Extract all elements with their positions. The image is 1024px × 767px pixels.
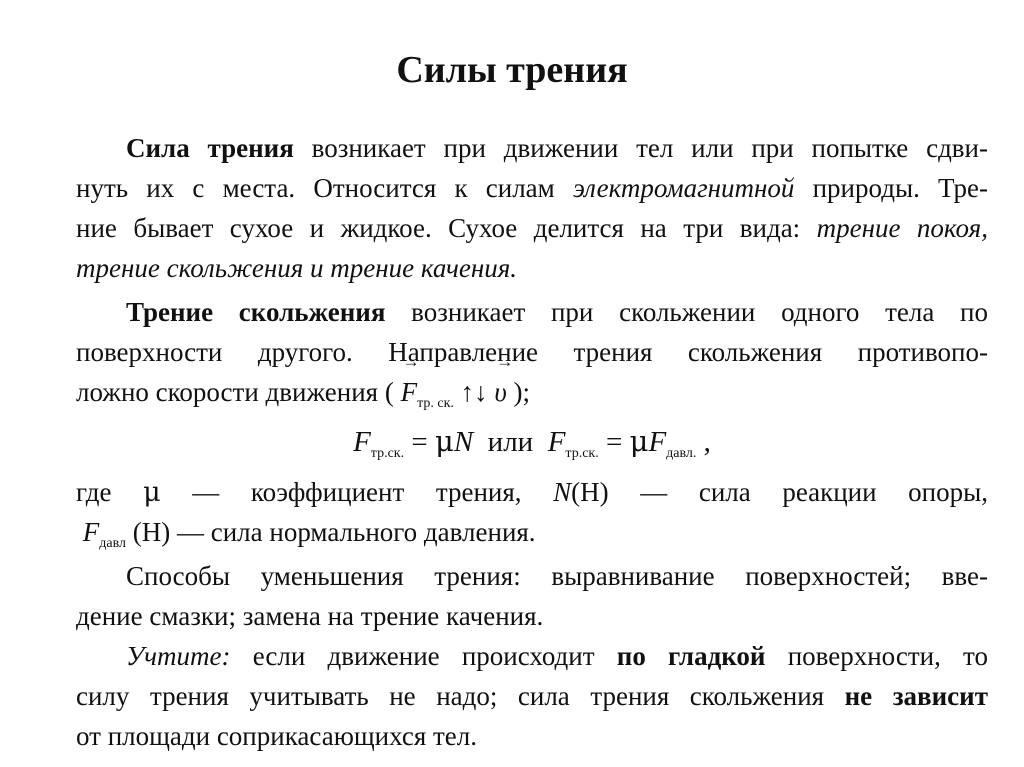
formula-subscript-sliding: тр.ск. bbox=[565, 446, 599, 461]
text-span: (Н) — сила нормального давления. bbox=[126, 517, 536, 547]
text-span: (Н) — сила реакции опоры, bbox=[571, 477, 989, 507]
paragraph-reduction-line-2 bbox=[76, 596, 988, 636]
paragraph-note-line-2 bbox=[76, 676, 988, 716]
formula-subscript-pressure: давл. bbox=[666, 446, 697, 461]
formula-mu: μ bbox=[629, 424, 649, 458]
text-span: от площади соприкасающихся тел. bbox=[76, 721, 477, 751]
symbol-v: υ bbox=[494, 377, 507, 407]
paragraph-note-line-3 bbox=[76, 716, 988, 756]
text-span: Способы уменьшения трения: выравнивание поверхностей; вве- bbox=[126, 561, 988, 591]
bold-not-depend: не зависит bbox=[844, 681, 988, 711]
text-span: нуть их с места. Относится к силам bbox=[76, 173, 573, 203]
text-span: ние бывает сухое и жидкое. Сухое делится на три вида: bbox=[76, 213, 817, 243]
paragraph-friction-force-line-2 bbox=[76, 168, 988, 208]
formula-friction bbox=[76, 414, 988, 468]
formula-symbol-n: N bbox=[453, 426, 474, 458]
formula-equals: = bbox=[404, 426, 435, 458]
emphasis-electromagnetic: электромагнитной bbox=[572, 173, 795, 203]
formula-subscript-sliding: тр.ск. bbox=[370, 446, 405, 461]
text-span: возникает при движении тел или при попытке сдви- bbox=[293, 133, 988, 163]
term-sliding-friction: Трение скольжения bbox=[126, 297, 386, 327]
text-span: ложно скорости движения ( bbox=[76, 377, 394, 407]
paragraph-friction-force-line-4 bbox=[76, 248, 988, 288]
paragraph-note-line-1 bbox=[76, 636, 988, 676]
formula-symbol-f: F bbox=[547, 426, 566, 458]
text-span: — коэффициент трения, bbox=[192, 477, 522, 507]
symbol-mu: μ bbox=[143, 477, 161, 508]
text-span: возникает при скольжении одного тела по bbox=[385, 297, 988, 327]
text-span: ); bbox=[513, 377, 531, 407]
formula-equals: = bbox=[598, 426, 630, 458]
antiparallel-arrows-icon: ↑↓ bbox=[460, 377, 488, 407]
emphasis-static-friction: трение покоя, bbox=[816, 213, 988, 243]
paragraph-sliding-friction-line-1 bbox=[76, 292, 988, 332]
text-span: если движение происходит bbox=[230, 641, 617, 671]
paragraph-friction-force-line-1 bbox=[76, 128, 988, 168]
text-span: природы. Тре- bbox=[794, 173, 988, 203]
formula-mu: μ bbox=[434, 424, 454, 458]
text-span: поверхности другого. Направление трения скольжения противопо- bbox=[76, 337, 988, 367]
formula-symbol-f: F bbox=[353, 426, 371, 458]
paragraph-reduction-line-1 bbox=[76, 556, 988, 596]
formula-symbol-f: F bbox=[648, 426, 667, 458]
text-span: где bbox=[76, 477, 112, 507]
emphasis-friction-types: трение скольжения и трение качения. bbox=[76, 253, 518, 283]
where-clause-line-1 bbox=[76, 472, 988, 512]
symbol-f-pressure: F bbox=[82, 517, 100, 547]
formula-comma: , bbox=[703, 426, 711, 458]
paragraph-sliding-friction-line-3 bbox=[76, 372, 988, 412]
paragraph-sliding-friction-line-2 bbox=[76, 332, 988, 372]
text-span: дение смазки; замена на трение качения. bbox=[76, 601, 544, 631]
document-body bbox=[76, 128, 988, 756]
text-span: силу трения учитывать не надо; сила трения скольжения bbox=[76, 681, 845, 711]
page-title: Силы трения bbox=[396, 49, 628, 91]
emphasis-note: Учтите: bbox=[126, 641, 231, 671]
bold-smooth: по гладкой bbox=[616, 641, 766, 671]
paragraph-friction-force-line-3 bbox=[76, 208, 988, 248]
subscript-sliding: тр. ск. bbox=[417, 396, 454, 411]
where-clause-line-2 bbox=[76, 512, 988, 552]
term-friction-force: Сила трения bbox=[126, 133, 294, 163]
symbol-n: N bbox=[553, 477, 572, 507]
symbol-f: F bbox=[400, 377, 418, 407]
text-span: поверхности, то bbox=[765, 641, 988, 671]
vector-f-friction bbox=[401, 372, 418, 412]
subscript-pressure: давл bbox=[99, 536, 126, 551]
formula-or: или bbox=[487, 426, 534, 458]
vector-velocity bbox=[494, 372, 506, 412]
